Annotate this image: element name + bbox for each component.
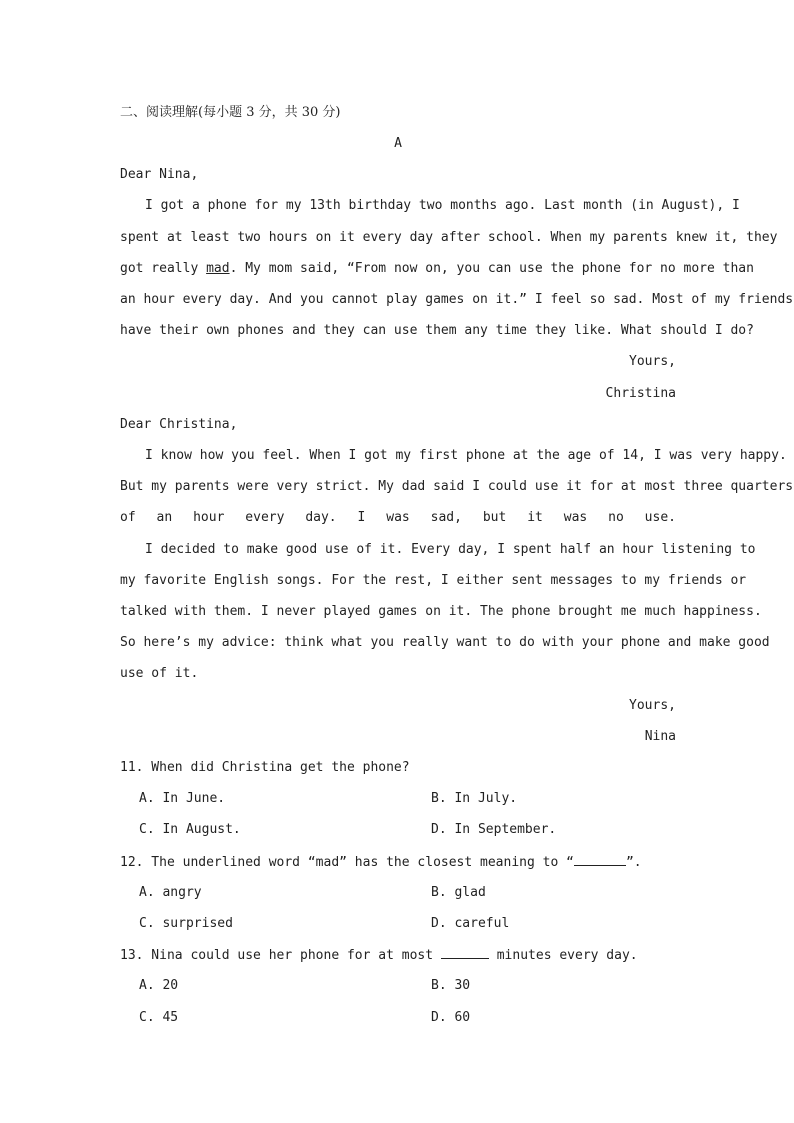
letter2-line: So here’s my advice: think what you really want to do with your phone and make good (120, 635, 770, 650)
question-13-stem (120, 945, 638, 965)
letter2-line: of an hour every day. I was sad, but it was no use. (120, 510, 676, 525)
question-12-option-c[interactable]: C. surprised (139, 916, 233, 931)
underlined-word-mad: mad (206, 261, 230, 276)
question-12-option-d[interactable]: D. careful (431, 916, 510, 931)
question-12-text: 12. The underlined word “mad” has the closest meaning to “ (120, 855, 574, 870)
letter2-line: my favorite English songs. For the rest, I either sent messages to my friends or (120, 573, 747, 588)
question-12-option-a[interactable]: A. angry (139, 885, 202, 900)
question-13-option-c[interactable]: C. 45 (139, 1010, 179, 1025)
letter1-text: . My mom said, “From now on, you can use the phone for no more than (229, 261, 754, 276)
letter1-text: got really (120, 261, 207, 276)
question-12-stem (120, 852, 642, 872)
question-11-option-c[interactable]: C. In August. (139, 822, 241, 837)
question-12-option-b[interactable]: B. glad (431, 885, 486, 900)
letter2-line: I decided to make good use of it. Every day, I spent half an hour listening to (145, 542, 756, 557)
question-13-text-end: minutes every day. (488, 948, 638, 963)
letter1-line: I got a phone for my 13th birthday two months ago. Last month (in August), I (145, 198, 740, 213)
question-12-text-end: ”. (625, 855, 642, 870)
section-title: 二、阅读理解(每小题 3 分，共 30 分) (120, 105, 341, 120)
letter1-greeting: Dear Nina, (120, 167, 199, 182)
letter2-line: use of it. (120, 666, 199, 681)
question-11-option-b[interactable]: B. In July. (431, 791, 518, 806)
letter2-closing: Yours, (629, 698, 676, 713)
question-11-option-a[interactable]: A. In June. (139, 791, 226, 806)
answer-blank (441, 945, 489, 959)
question-11-option-d[interactable]: D. In September. (431, 822, 557, 837)
letter1-line-with-underline (120, 259, 754, 279)
letter2-line: But my parents were very strict. My dad said I could use it for at most three quarters (120, 479, 794, 494)
letter1-line: an hour every day. And you cannot play games on it.” I feel so sad. Most of my friends (120, 292, 794, 307)
letter2-greeting: Dear Christina, (120, 417, 238, 432)
question-13-option-b[interactable]: B. 30 (431, 978, 471, 993)
exam-page (120, 0, 794, 1123)
letter1-line: have their own phones and they can use them any time they like. What should I do? (120, 323, 754, 338)
answer-blank (574, 852, 626, 866)
passage-label: A (394, 136, 402, 151)
letter2-line: I know how you feel. When I got my first phone at the age of 14, I was very happy. (145, 448, 787, 463)
letter1-line: spent at least two hours on it every day after school. When my parents knew it, they (120, 230, 778, 245)
letter1-closing: Yours, (629, 354, 676, 369)
letter2-line: talked with them. I never played games on it. The phone brought me much happiness. (120, 604, 762, 619)
question-11-stem: 11. When did Christina get the phone? (120, 760, 410, 775)
question-13-option-a[interactable]: A. 20 (139, 978, 179, 993)
question-13-text: 13. Nina could use her phone for at most (120, 948, 441, 963)
question-13-option-d[interactable]: D. 60 (431, 1010, 471, 1025)
letter2-signature: Nina (644, 729, 676, 744)
letter1-signature: Christina (605, 386, 676, 401)
